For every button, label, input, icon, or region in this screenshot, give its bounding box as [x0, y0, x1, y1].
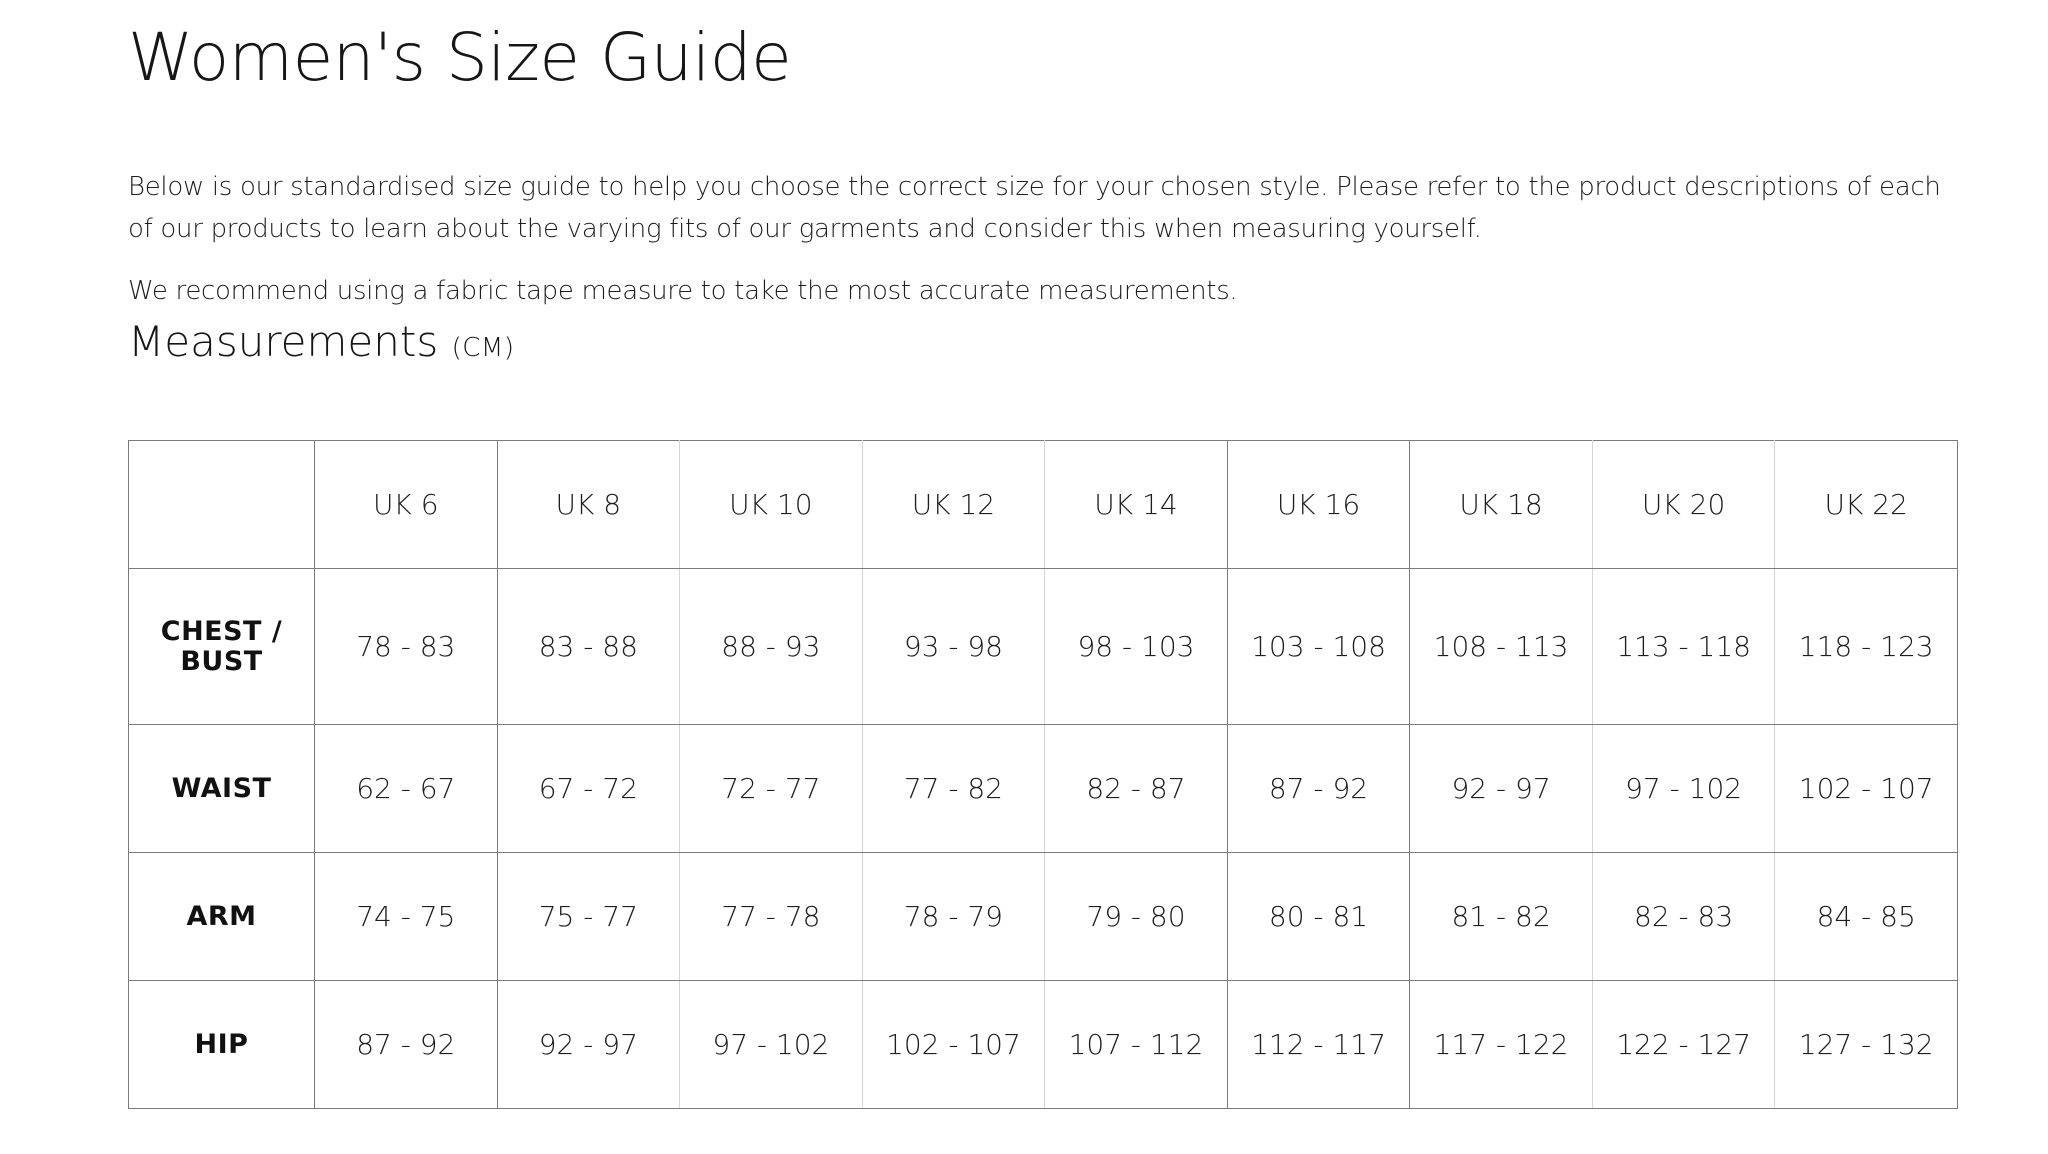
page-title: Women's Size Guide: [128, 19, 792, 96]
measurements-heading: [128, 312, 514, 378]
size-header-row: [129, 441, 1958, 569]
table-cell: 102 - 107: [1775, 725, 1958, 853]
table-cell: 82 - 87: [1045, 725, 1228, 853]
table-cell: 77 - 78: [680, 853, 863, 981]
table-cell: 78 - 83: [315, 569, 498, 725]
table-row-chest: [129, 569, 1958, 725]
table-cell: 127 - 132: [1775, 981, 1958, 1109]
size-header-uk22: UK 22: [1775, 441, 1958, 569]
measurements-unit: (CM): [451, 333, 515, 363]
row-label-waist: WAIST: [129, 725, 315, 853]
table-cell: 67 - 72: [497, 725, 680, 853]
recommend-paragraph: We recommend using a fabric tape measure to take the most accurate measurements.: [128, 276, 1238, 306]
table-cell: 97 - 102: [680, 981, 863, 1109]
row-label-arm: ARM: [129, 853, 315, 981]
size-header-uk16: UK 16: [1227, 441, 1410, 569]
table-cell: 62 - 67: [315, 725, 498, 853]
size-table: [128, 440, 1958, 1109]
measurements-heading-text: Measurements: [128, 317, 439, 366]
size-header-uk14: UK 14: [1045, 441, 1228, 569]
table-cell: 75 - 77: [497, 853, 680, 981]
table-cell: 80 - 81: [1227, 853, 1410, 981]
intro-paragraph: Below is our standardised size guide to help you choose the correct size for your chosen style. Please refer to the product descriptions of each of our products to learn about the varying fits of our garments and consider this when measuring yourself.: [128, 172, 1941, 244]
table-cell: 92 - 97: [1410, 725, 1593, 853]
table-cell: 107 - 112: [1045, 981, 1228, 1109]
table-cell: 74 - 75: [315, 853, 498, 981]
table-cell: 97 - 102: [1592, 725, 1775, 853]
table-cell: 78 - 79: [862, 853, 1045, 981]
table-cell: 93 - 98: [862, 569, 1045, 725]
table-cell: 112 - 117: [1227, 981, 1410, 1109]
table-cell: 81 - 82: [1410, 853, 1593, 981]
size-header-uk12: UK 12: [862, 441, 1045, 569]
table-cell: 87 - 92: [1227, 725, 1410, 853]
table-row-waist: [129, 725, 1958, 853]
table-cell: 118 - 123: [1775, 569, 1958, 725]
table-cell: 98 - 103: [1045, 569, 1228, 725]
table-cell: 79 - 80: [1045, 853, 1228, 981]
size-header-uk6: UK 6: [315, 441, 498, 569]
table-cell: 92 - 97: [497, 981, 680, 1109]
table-row-arm: [129, 853, 1958, 981]
size-header-uk20: UK 20: [1592, 441, 1775, 569]
table-cell: 113 - 118: [1592, 569, 1775, 725]
row-label-chest: CHEST / BUST: [129, 569, 315, 725]
table-cell: 117 - 122: [1410, 981, 1593, 1109]
table-cell: 84 - 85: [1775, 853, 1958, 981]
table-cell: 82 - 83: [1592, 853, 1775, 981]
table-cell: 103 - 108: [1227, 569, 1410, 725]
table-cell: 102 - 107: [862, 981, 1045, 1109]
table-cell: 77 - 82: [862, 725, 1045, 853]
table-cell: 122 - 127: [1592, 981, 1775, 1109]
corner-cell: [129, 441, 315, 569]
size-header-uk18: UK 18: [1410, 441, 1593, 569]
row-label-hip: HIP: [129, 981, 315, 1109]
size-header-uk10: UK 10: [680, 441, 863, 569]
table-cell: 108 - 113: [1410, 569, 1593, 725]
table-cell: 83 - 88: [497, 569, 680, 725]
table-cell: 88 - 93: [680, 569, 863, 725]
table-row-hip: [129, 981, 1958, 1109]
table-cell: 72 - 77: [680, 725, 863, 853]
table-cell: 87 - 92: [315, 981, 498, 1109]
size-header-uk8: UK 8: [497, 441, 680, 569]
